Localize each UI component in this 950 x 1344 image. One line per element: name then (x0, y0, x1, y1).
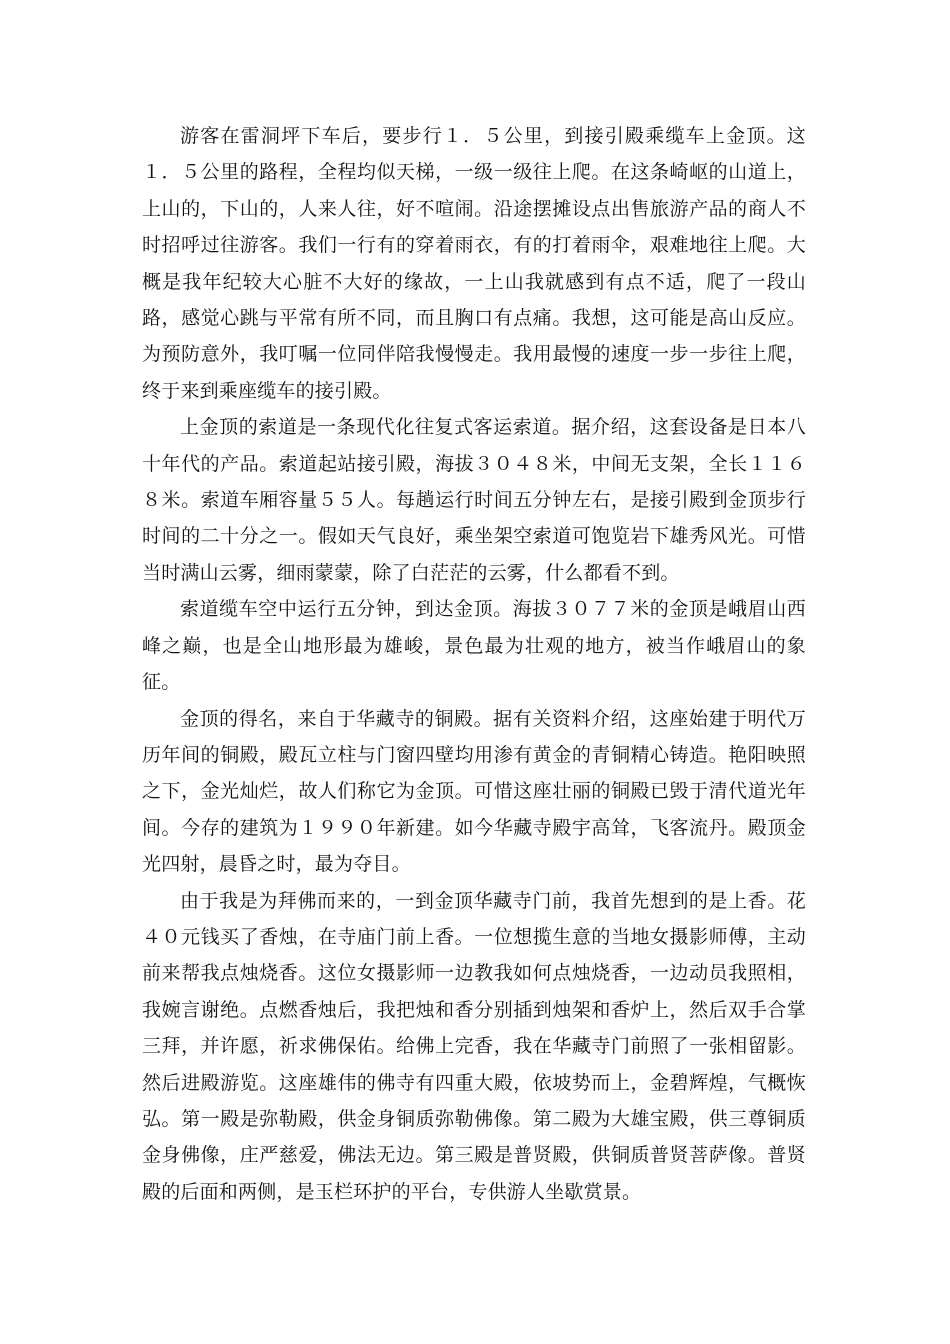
paragraph-1: 游客在雷洞坪下车后，要步行１．５公里，到接引殿乘缆车上金顶。这１．５公里的路程，全程均似天梯，一级一级往上爬。在这条崎岖的山道上，上山的，下山的，人来人往，好不喧闹。沿途摆摊设点出售旅游产品的商人不时招呼过往游客。我们一行有的穿着雨衣，有的打着雨伞，艰难地往上爬。大概是我年纪较大心脏不大好的缘故，一上山我就感到有点不适，爬了一段山路，感觉心跳与平常有所不同，而且胸口有点痛。我想，这可能是高山反应。为预防意外，我叮嘱一位同伴陪我慢慢走。我用最慢的速度一步一步往上爬，终于来到乘座缆车的接引殿。 (142, 125, 806, 402)
paragraph-5: 由于我是为拜佛而来的，一到金顶华藏寺门前，我首先想到的是上香。花４０元钱买了香烛，在寺庙门前上香。一位想揽生意的当地女摄影师傅，主动前来帮我点烛烧香。这位女摄影师一边教我如何点烛烧香，一边动员我照相，我婉言谢绝。点燃香烛后，我把烛和香分别插到烛架和香炉上，然后双手合掌三拜，并许愿，祈求佛保佑。给佛上完香，我在华藏寺门前照了一张相留影。然后进殿游览。这座雄伟的佛寺有四重大殿，依坡势而上，金碧辉煌，气概恢弘。第一殿是弥勒殿，供金身铜质弥勒佛像。第二殿为大雄宝殿，供三尊铜质金身佛像，庄严慈爱，佛法无边。第三殿是普贤殿，供铜质普贤菩萨像。普贤殿的后面和两侧，是玉栏环护的平台，专供游人坐歇赏景。 (142, 889, 806, 1203)
paragraph-2: 上金顶的索道是一条现代化往复式客运索道。据介绍，这套设备是日本八十年代的产品。索道起站接引殿，海拔３０４８米，中间无支架，全长１１６８米。索道车厢容量５５人。每趟运行时间五分钟左右，是接引殿到金顶步行时间的二十分之一。假如天气良好，乘坐架空索道可饱览岩下雄秀风光。可惜当时满山云雾，细雨蒙蒙，除了白茫茫的云雾，什么都看不到。 (142, 416, 806, 584)
paragraph-3: 索道缆车空中运行五分钟，到达金顶。海拔３０７７米的金顶是峨眉山西峰之巅，也是全山地形最为雄峻，景色最为壮观的地方，被当作峨眉山的象征。 (142, 598, 806, 694)
paragraph-4: 金顶的得名，来自于华藏寺的铜殿。据有关资料介绍，这座始建于明代万历年间的铜殿，殿瓦立柱与门窗四壁均用渗有黄金的青铜精心铸造。艳阳映照之下，金光灿烂，故人们称它为金顶。可惜这座壮丽的铜殿已毁于清代道光年间。今存的建筑为１９９０年新建。如今华藏寺殿宇高耸，飞客流丹。殿顶金光四射，晨昏之时，最为夺目。 (142, 707, 806, 876)
article-body (142, 118, 806, 1210)
